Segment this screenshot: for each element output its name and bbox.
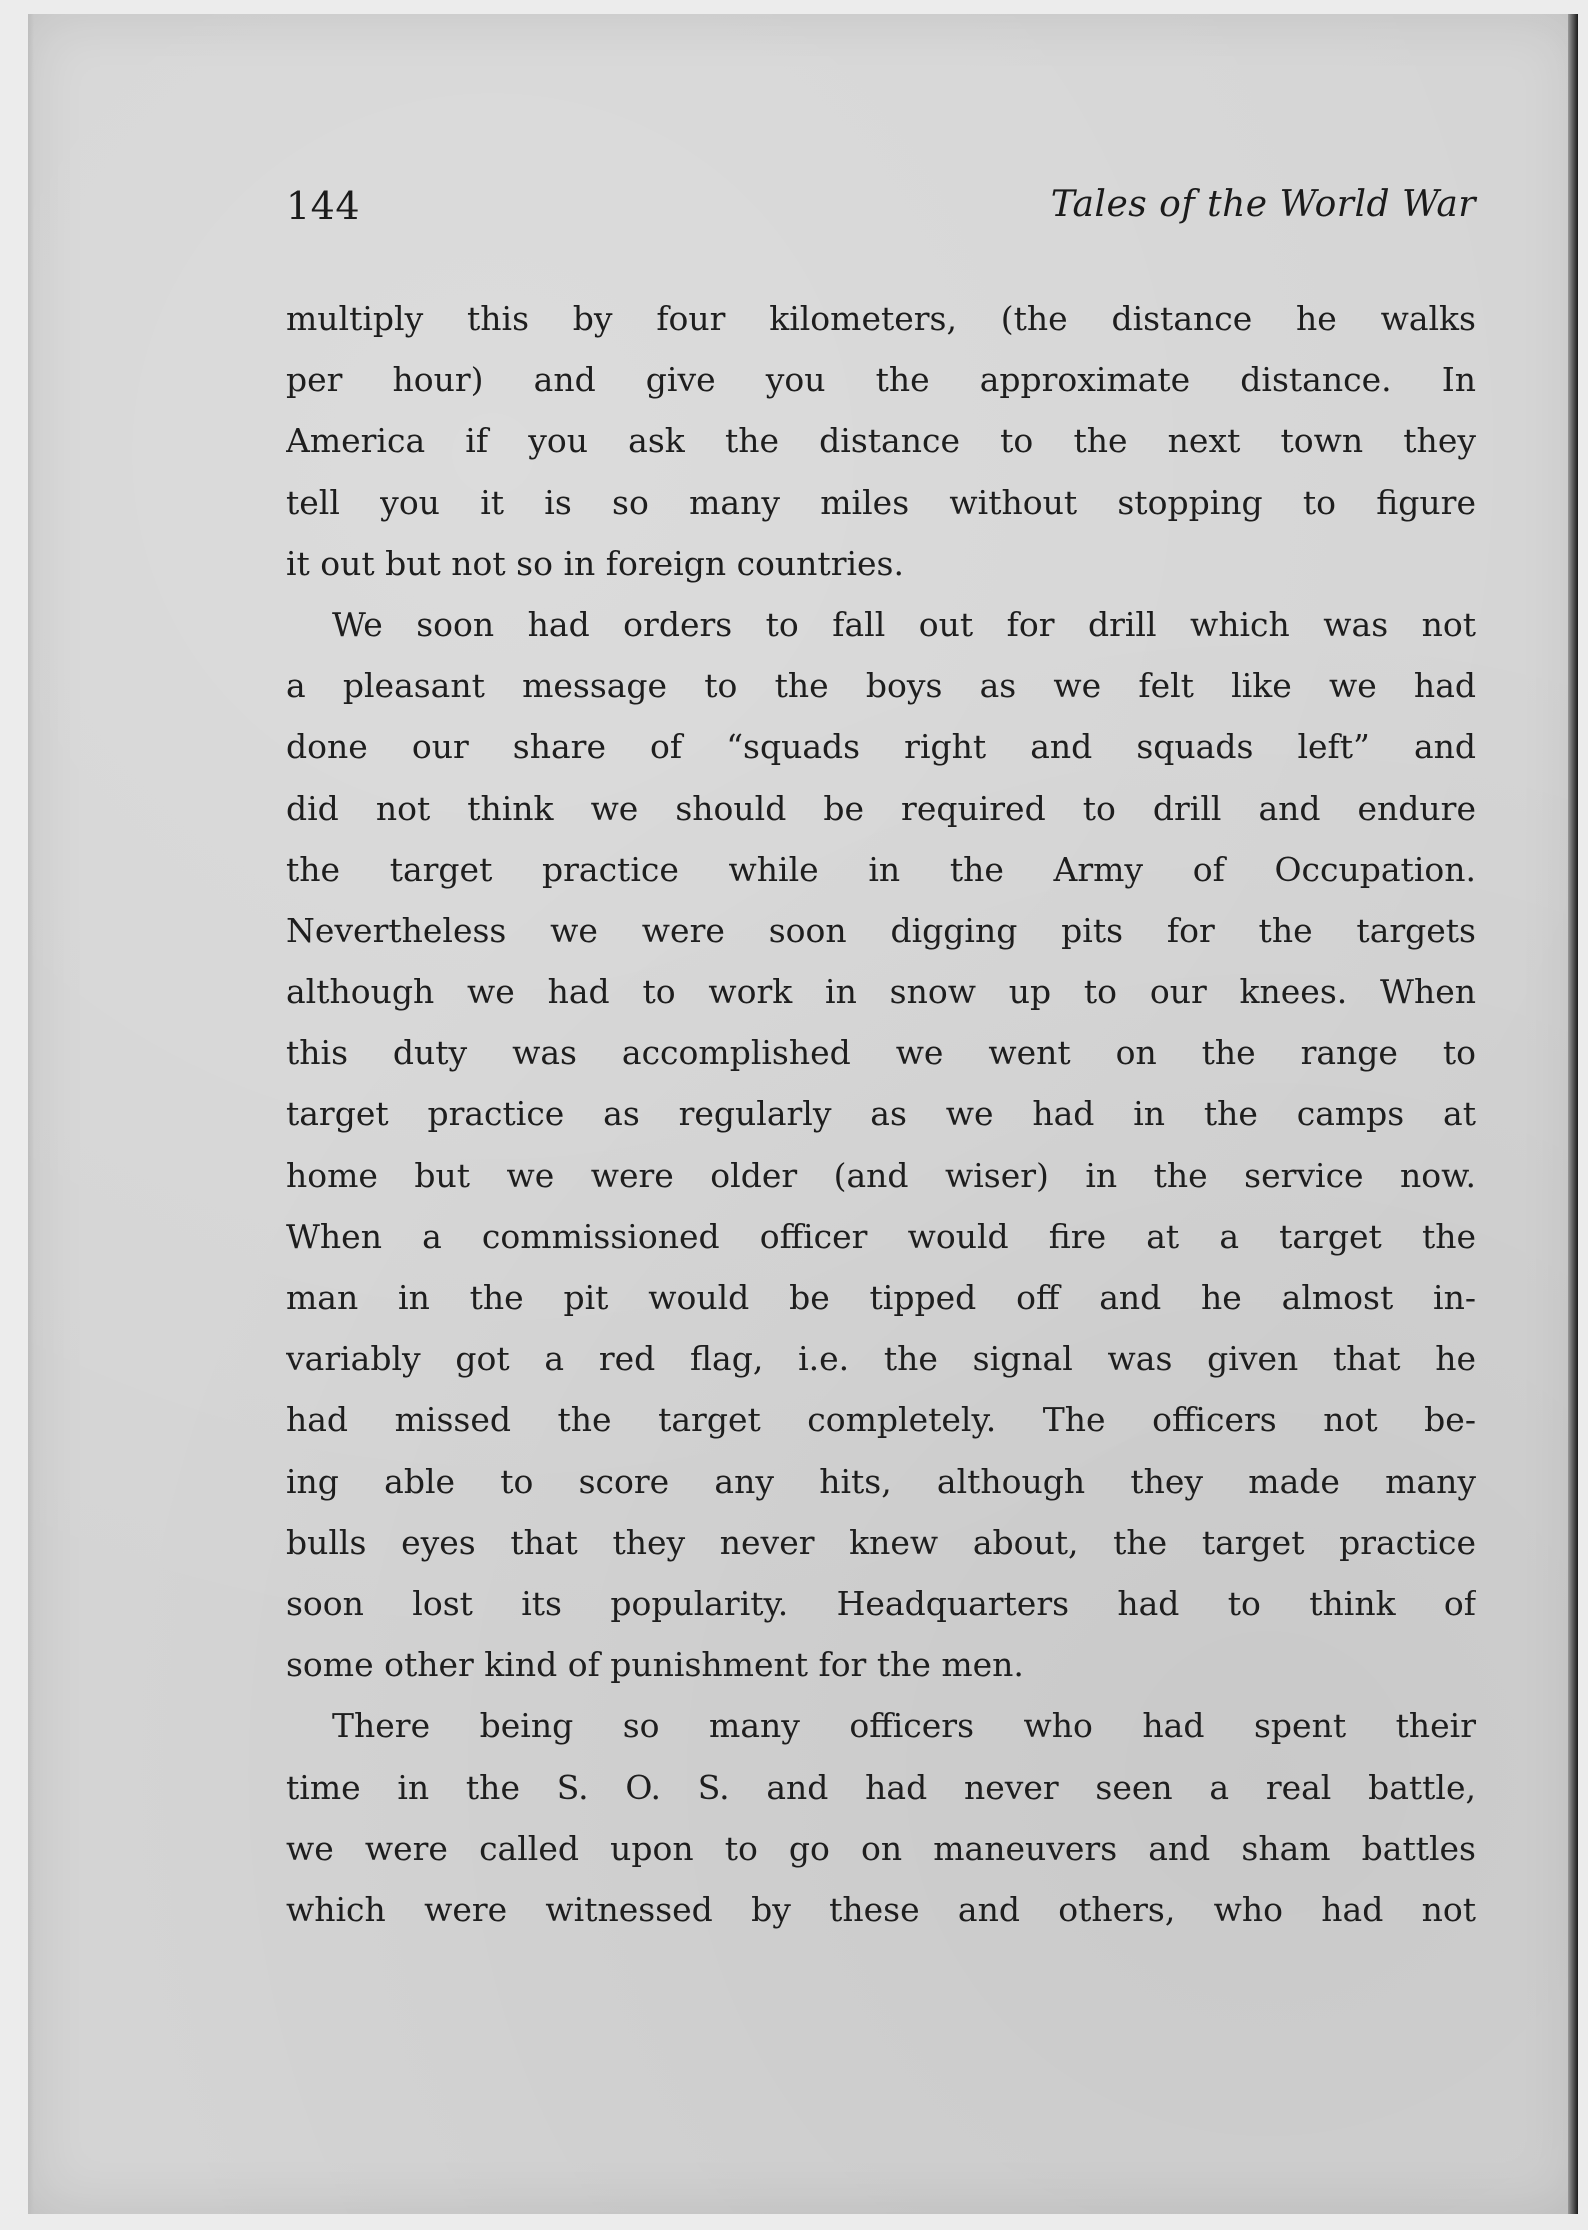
- text-line: man in the pit would be tipped off and he almost in-: [286, 1278, 1476, 1317]
- text-line: it out but not so in foreign countries.: [286, 543, 904, 583]
- text-line: multiply this by four kilometers, (the distance he walks: [286, 299, 1476, 338]
- text-line: time in the S. O. S. and had never seen a real battle,: [286, 1767, 1476, 1807]
- text-line: although we had to work in snow up to our knees. When: [286, 972, 1476, 1012]
- text-line: variably got a red flag, i.e. the signal was given that he: [286, 1339, 1476, 1379]
- text-line: America if you ask the distance to the next town they: [286, 421, 1476, 461]
- text-line: When a commissioned officer would fire at a target the: [286, 1216, 1476, 1256]
- text-line: target practice as regularly as we had in the camps at: [286, 1094, 1476, 1134]
- page-left-edge: [28, 14, 34, 2214]
- book-title: Tales of the World War: [1050, 184, 1476, 225]
- page-right-edge-shadow: [1568, 14, 1578, 2214]
- text-line: some other kind of punishment for the men.: [286, 1645, 1024, 1685]
- text-line: a pleasant message to the boys as we felt like we had: [286, 666, 1476, 706]
- text-line: tell you it is so many miles without stopping to figure: [286, 482, 1476, 522]
- text-line: per hour) and give you the approximate distance. In: [286, 360, 1476, 400]
- text-line: we were called upon to go on maneuvers and sham battles: [286, 1828, 1476, 1868]
- running-head: [286, 184, 1476, 234]
- text-line: bulls eyes that they never knew about, the target practice: [286, 1522, 1476, 1562]
- text-line: had missed the target completely. The officers not be-: [286, 1400, 1476, 1440]
- text-line: done our share of “squads right and squads left” and: [286, 727, 1476, 767]
- text-line: did not think we should be required to drill and endure: [286, 788, 1476, 828]
- text-line: this duty was accomplished we went on the range to: [286, 1033, 1476, 1073]
- book-page: [28, 14, 1578, 2214]
- text-line: the target practice while in the Army of Occupation.: [286, 849, 1476, 889]
- text-line: home but we were older (and wiser) in the service now.: [286, 1155, 1476, 1195]
- body-text: [286, 288, 1476, 1940]
- text-line: which were witnessed by these and others, who had not: [286, 1889, 1476, 1929]
- text-line: Nevertheless we were soon digging pits for the targets: [286, 910, 1476, 950]
- page-number: 144: [286, 184, 361, 228]
- text-line: We soon had orders to fall out for drill which was not: [332, 604, 1476, 644]
- text-line: ing able to score any hits, although they made many: [286, 1461, 1476, 1501]
- text-line: There being so many officers who had spent their: [332, 1706, 1476, 1746]
- text-line: soon lost its popularity. Headquarters had to think of: [286, 1583, 1476, 1623]
